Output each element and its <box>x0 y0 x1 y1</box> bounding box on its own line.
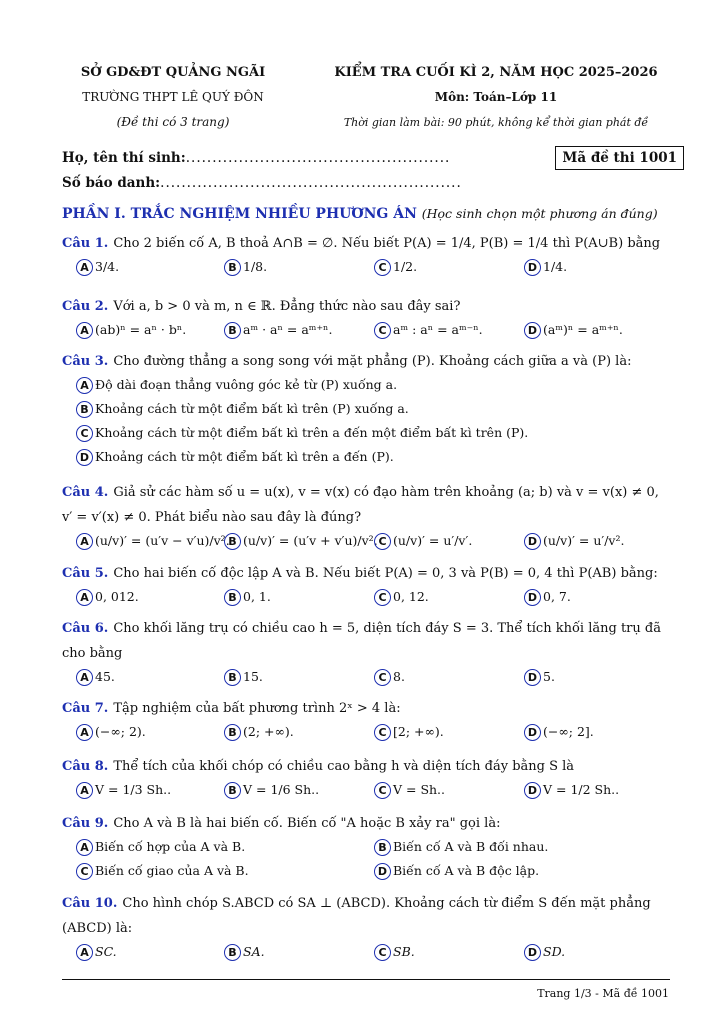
option-text: 8. <box>393 669 405 684</box>
option-text: aᵐ · aⁿ = aᵐ⁺ⁿ. <box>243 322 333 337</box>
option-letter: C <box>374 533 391 550</box>
question-text: Thể tích của khối chóp có chiều cao bằng h và diện tích đáy bằng S là <box>113 759 575 774</box>
option-text: Khoảng cách từ một điểm bất kì trên (P) xuống a. <box>95 401 409 416</box>
option-text: 15. <box>243 669 263 684</box>
option-letter: C <box>374 782 391 799</box>
option-a[interactable] <box>76 256 119 278</box>
section-title <box>62 206 682 222</box>
id-label: Số báo danh: <box>62 175 161 191</box>
option-c[interactable] <box>374 666 405 688</box>
option-d[interactable] <box>524 586 571 608</box>
option-text: Biến cố A và B độc lập. <box>393 863 540 878</box>
option-text: SA. <box>243 944 265 959</box>
option-a[interactable] <box>76 586 139 608</box>
option-c[interactable] <box>374 256 417 278</box>
option-letter: D <box>524 782 541 799</box>
option-letter: B <box>224 782 241 799</box>
option-text: SD. <box>543 944 566 959</box>
option-letter: A <box>76 533 93 550</box>
question-label: Câu 1. <box>62 236 109 251</box>
option-letter: A <box>76 589 93 606</box>
option-text: Độ dài đoạn thẳng vuông góc kẻ từ (P) xuống a. <box>95 377 398 392</box>
option-letter: B <box>224 533 241 550</box>
question-10 <box>62 891 670 965</box>
option-text: Biến cố hợp của A và B. <box>95 839 246 854</box>
option-letter: A <box>76 377 93 394</box>
option-d[interactable] <box>524 319 623 341</box>
id-dots: ......................................................... <box>160 175 462 191</box>
option-letter: A <box>76 259 93 276</box>
header-right <box>322 60 670 135</box>
option-text: (u/v)′ = (u′v + v′u)/v². <box>243 533 378 548</box>
question-text: Cho 2 biến cố A, B thoả A∩B = ∅. Nếu biết P(A) = 1/4, P(B) = 1/4 thì P(A∪B) bằng <box>113 236 661 251</box>
option-letter: A <box>76 724 93 741</box>
option-c[interactable] <box>374 941 415 963</box>
option-d[interactable] <box>524 666 555 688</box>
option-text: V = 1/6 Sh.. <box>243 782 320 797</box>
page-footer: Trang 1/3 - Mã đề 1001 <box>537 987 669 1000</box>
option-letter: D <box>374 863 391 880</box>
option-letter: C <box>374 589 391 606</box>
option-text: 0, 7. <box>543 589 571 604</box>
question-4 <box>62 480 670 554</box>
question-text: Với a, b > 0 và m, n ∈ ℝ. Đẳng thức nào sau đây sai? <box>113 299 461 314</box>
option-b[interactable] <box>224 530 378 552</box>
option-text: Biến cố A và B đối nhau. <box>393 839 549 854</box>
option-d[interactable] <box>524 256 567 278</box>
section-heading: PHẦN I. TRẮC NGHIỆM NHIỀU PHƯƠNG ÁN <box>62 206 417 222</box>
question-label: Câu 6. <box>62 621 109 636</box>
question-6 <box>62 616 670 690</box>
option-letter: A <box>76 669 93 686</box>
option-b[interactable] <box>224 721 294 743</box>
option-b[interactable] <box>224 941 265 963</box>
option-b[interactable] <box>224 779 319 801</box>
option-letter: A <box>76 944 93 961</box>
option-a[interactable] <box>76 319 186 341</box>
option-c[interactable] <box>374 530 472 552</box>
option-text: aᵐ : aⁿ = aᵐ⁻ⁿ. <box>393 322 483 337</box>
option-letter: A <box>76 839 93 856</box>
question-label: Câu 7. <box>62 701 109 716</box>
exam-header <box>62 60 670 140</box>
option-text: 0, 012. <box>95 589 139 604</box>
exam-title: KIỂM TRA CUỐI KÌ 2, NĂM HỌC 2025–2026 <box>334 65 658 80</box>
option-letter: D <box>524 724 541 741</box>
option-letter: D <box>524 944 541 961</box>
option-letter: C <box>374 724 391 741</box>
option-text: 1/4. <box>543 259 568 274</box>
name-label: Họ, tên thí sinh: <box>62 150 186 166</box>
question-text: Cho đường thẳng a song song với mặt phẳng (P). Khoảng cách giữa a và (P) là: <box>113 354 632 369</box>
question-label: Câu 3. <box>62 354 109 369</box>
option-text: 0, 1. <box>243 589 271 604</box>
question-text: Cho hình chóp S.ABCD có SA ⊥ (ABCD). Khoảng cách từ điểm S đến mặt phẳng (ABCD) là: <box>62 896 651 936</box>
option-c[interactable] <box>374 319 483 341</box>
dept-name: SỞ GD&ĐT QUẢNG NGÃI <box>80 65 266 80</box>
option-d[interactable] <box>374 860 539 882</box>
section-hint: (Học sinh chọn một phương án đúng) <box>421 206 658 221</box>
option-letter: D <box>524 259 541 276</box>
school-name: TRƯỜNG THPT LÊ QUÝ ĐÔN <box>82 90 264 104</box>
option-letter: B <box>224 669 241 686</box>
question-9 <box>62 811 670 884</box>
option-text: Khoảng cách từ một điểm bất kì trên a đến một điểm bất kì trên (P). <box>95 425 529 440</box>
option-text: 3/4. <box>95 259 120 274</box>
footer-divider <box>62 979 670 980</box>
question-text: Tập nghiệm của bất phương trình 2ˣ > 4 là: <box>113 701 401 716</box>
option-text: SC. <box>95 944 117 959</box>
question-1 <box>62 231 670 280</box>
option-letter: C <box>374 259 391 276</box>
question-text: Giả sử các hàm số u = u(x), v = v(x) có đạo hàm trên khoảng (a; b) và v = v(x) ≠ 0, v′ = v′(x) ≠ 0. Phát biểu nào sau đây là đúng? <box>62 485 659 525</box>
option-letter: D <box>524 669 541 686</box>
option-text: (aᵐ)ⁿ = aᵐ⁺ⁿ. <box>543 322 623 337</box>
option-d[interactable] <box>76 446 394 468</box>
option-text: 45. <box>95 669 115 684</box>
option-text: SB. <box>393 944 415 959</box>
option-text: (−∞; 2). <box>95 724 146 739</box>
option-a[interactable] <box>76 666 115 688</box>
option-a[interactable] <box>76 779 171 801</box>
exam-code-box: Mã đề thi 1001 <box>555 146 684 170</box>
question-2 <box>62 294 670 343</box>
option-letter: C <box>374 944 391 961</box>
question-label: Câu 2. <box>62 299 109 314</box>
option-letter: D <box>524 322 541 339</box>
question-5 <box>62 561 670 610</box>
option-b[interactable] <box>224 666 263 688</box>
option-letter: C <box>76 863 93 880</box>
option-b[interactable] <box>374 836 548 858</box>
option-letter: D <box>524 533 541 550</box>
option-letter: D <box>76 449 93 466</box>
option-letter: A <box>76 782 93 799</box>
option-text: (u/v)′ = u′/v². <box>543 533 625 548</box>
option-letter: D <box>524 589 541 606</box>
option-d[interactable] <box>524 941 565 963</box>
option-b[interactable] <box>224 256 267 278</box>
option-text: (−∞; 2]. <box>543 724 594 739</box>
option-d[interactable] <box>524 721 594 743</box>
option-b[interactable] <box>76 398 409 420</box>
option-letter: B <box>76 401 93 418</box>
option-c[interactable] <box>374 779 445 801</box>
option-b[interactable] <box>224 586 271 608</box>
option-a[interactable] <box>76 941 117 963</box>
option-letter: B <box>224 944 241 961</box>
option-letter: B <box>224 259 241 276</box>
option-b[interactable] <box>224 319 332 341</box>
header-left <box>62 60 284 135</box>
question-label: Câu 8. <box>62 759 109 774</box>
option-letter: C <box>76 425 93 442</box>
option-letter: B <box>224 724 241 741</box>
option-text: V = 1/3 Sh.. <box>95 782 172 797</box>
option-c[interactable] <box>374 721 444 743</box>
question-7 <box>62 696 670 745</box>
option-text: Biến cố giao của A và B. <box>95 863 249 878</box>
option-text: V = 1/2 Sh.. <box>543 782 620 797</box>
option-text: (ab)ⁿ = aⁿ · bⁿ. <box>95 322 187 337</box>
id-row <box>62 171 670 196</box>
question-8 <box>62 754 670 803</box>
option-letter: C <box>374 322 391 339</box>
option-text: V = Sh.. <box>393 782 446 797</box>
option-text: 0, 12. <box>393 589 429 604</box>
time-note: Thời gian làm bài: 90 phút, không kể thời gian phát đề <box>343 116 649 129</box>
question-label: Câu 10. <box>62 896 118 911</box>
question-text: Cho hai biến cố độc lập A và B. Nếu biết P(A) = 0, 3 và P(B) = 0, 4 thì P(AB) bằng: <box>113 566 658 581</box>
option-letter: B <box>224 322 241 339</box>
option-letter: B <box>374 839 391 856</box>
option-letter: B <box>224 589 241 606</box>
subject: Môn: Toán–Lớp 11 <box>434 90 558 104</box>
option-a[interactable] <box>76 721 146 743</box>
option-text: 1/8. <box>243 259 268 274</box>
question-label: Câu 9. <box>62 816 109 831</box>
option-a[interactable] <box>76 836 245 858</box>
option-letter: C <box>374 669 391 686</box>
question-text: Cho A và B là hai biến cố. Biến cố "A hoặc B xảy ra" gọi là: <box>113 816 501 831</box>
option-c[interactable] <box>76 422 528 444</box>
question-label: Câu 5. <box>62 566 109 581</box>
option-c[interactable] <box>76 860 249 882</box>
option-c[interactable] <box>374 586 429 608</box>
question-3 <box>62 349 670 470</box>
option-d[interactable] <box>524 779 619 801</box>
option-text: (u/v)′ = (u′v − v′u)/v². <box>95 533 230 548</box>
option-d[interactable] <box>524 530 624 552</box>
option-a[interactable] <box>76 374 397 396</box>
option-a[interactable] <box>76 530 230 552</box>
option-text: Khoảng cách từ một điểm bất kì trên a đến (P). <box>95 449 394 464</box>
option-text: 5. <box>543 669 555 684</box>
question-text: Cho khối lăng trụ có chiều cao h = 5, diện tích đáy S = 3. Thể tích khối lăng trụ đã cho bằng <box>62 621 661 661</box>
student-info <box>62 146 677 196</box>
option-text: [2; +∞). <box>393 724 444 739</box>
option-text: (u/v)′ = u′/v′. <box>393 533 473 548</box>
option-text: 1/2. <box>393 259 418 274</box>
name-dots: .................................................. <box>185 150 451 166</box>
pages-note: (Đề thi có 3 trang) <box>116 115 230 129</box>
question-label: Câu 4. <box>62 485 109 500</box>
option-text: (2; +∞). <box>243 724 294 739</box>
option-letter: A <box>76 322 93 339</box>
